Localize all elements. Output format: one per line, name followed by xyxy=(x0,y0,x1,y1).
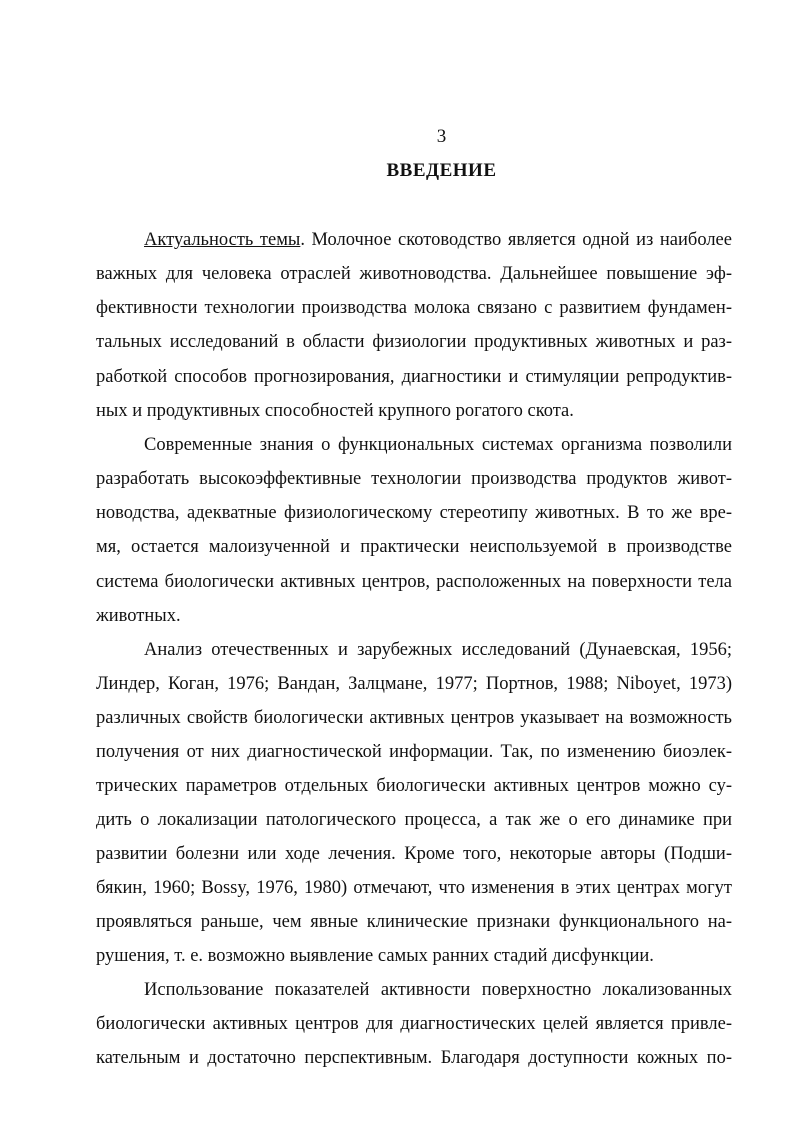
paragraph-3-line-5: трических параметров отдельных биологически активных центров можно су- xyxy=(96,776,732,796)
paragraph-1-line-6: ных и продуктивных способностей крупного рогатого скота. xyxy=(96,401,574,421)
paragraph-3-line-1: Анализ отечественных и зарубежных исследований (Дунаевская, 1956; xyxy=(144,640,732,660)
paragraph-2-line-4: мя, остается малоизученной и практически неиспользуемой в производстве xyxy=(96,537,732,557)
paragraph-3-line-6: дить о локализации патологического процесса, а так же о его динамике при xyxy=(96,810,732,830)
paragraph-1-line-3: фективности технологии производства молока связано с развитием фундамен- xyxy=(96,298,732,318)
paragraph-3-line-4: получения от них диагностической информации. Так, по изменению биоэлек- xyxy=(96,742,732,762)
paragraph-3-line-3: различных свойств биологически активных центров указывает на возможность xyxy=(96,708,732,728)
page-number: 3 xyxy=(436,126,447,147)
paragraph-3-line-10: рушения, т. е. возможно выявление самых ранних стадий дисфункции. xyxy=(96,946,654,966)
paragraph-2-line-6: животных. xyxy=(96,606,181,626)
paragraph-3-line-7: развитии болезни или ходе лечения. Кроме того, некоторые авторы (Подши- xyxy=(96,844,732,864)
paragraph-4-line-2: биологически активных центров для диагностических целей является привле- xyxy=(96,1014,732,1034)
paragraph-1-line-4: тальных исследований в области физиологии продуктивных животных и раз- xyxy=(96,332,732,352)
paragraph-1-line-2: важных для человека отраслей животноводства. Дальнейшее повышение эф- xyxy=(96,264,732,284)
topic-relevance-label: Актуальность темы xyxy=(144,230,301,250)
paragraph-4-line-1: Использование показателей активности поверхностно локализованных xyxy=(144,980,732,1000)
paragraph-1-line-1 xyxy=(144,227,732,253)
paragraph-3-line-9: проявляться раньше, чем явные клинические признаки функционального на- xyxy=(96,912,732,932)
paragraph-2-line-3: новодства, адекватные физиологическому стереотипу животных. В то же вре- xyxy=(96,503,732,523)
paragraph-3-line-8: бякин, 1960; Bossy, 1976, 1980) отмечают, что изменения в этих центрах могут xyxy=(96,878,732,898)
paragraph-1-line-1-text: . Молочное скотоводство является одной из наиболее xyxy=(300,230,732,250)
paragraph-2-line-2: разработать высокоэффективные технологии производства продуктов живот- xyxy=(96,469,732,489)
paragraph-2-line-1: Современные знания о функциональных системах организма позволили xyxy=(144,435,732,455)
paragraph-4-line-3: кательным и достаточно перспективным. Благодаря доступности кожных по- xyxy=(96,1048,732,1068)
paragraph-2-line-5: система биологически активных центров, расположенных на поверхности тела xyxy=(96,572,732,592)
section-heading: ВВЕДЕНИЕ xyxy=(386,160,497,181)
paragraph-3-line-2: Линдер, Коган, 1976; Вандан, Залцмане, 1977; Портнов, 1988; Niboyet, 1973) xyxy=(96,674,732,694)
paragraph-1-line-5: работкой способов прогнозирования, диагностики и стимуляции репродуктив- xyxy=(96,367,732,387)
